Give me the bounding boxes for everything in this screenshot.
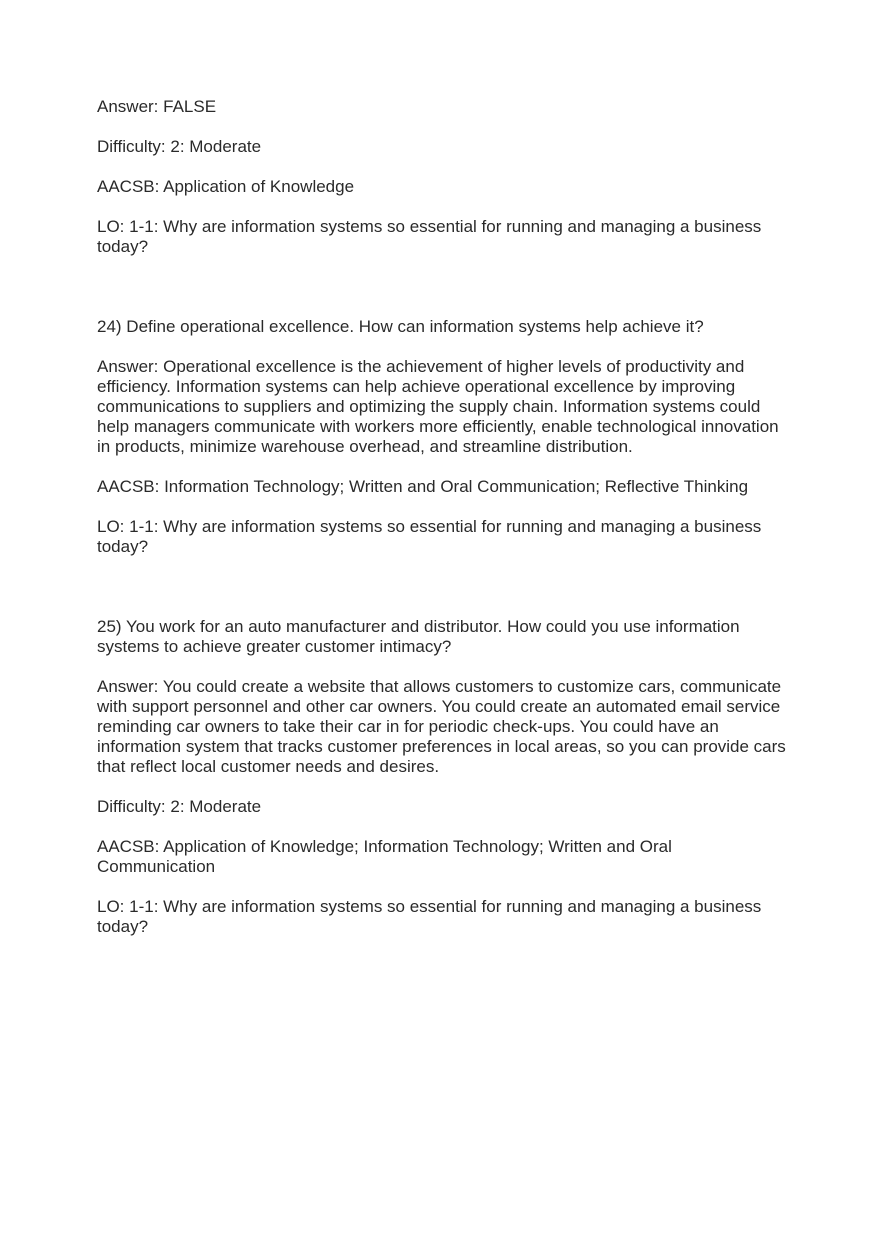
answer-25: Answer: You could create a website that allows customers to customize cars, communicate with support personnel and other car owners. You could create an automated email service reminding car owners to take their car in for periodic check-ups. You could have an information system that tracks customer preferences in local areas, so you can provide cars that reflect local customer needs and desires.: [97, 677, 786, 776]
answer-text: Answer: FALSE: [97, 97, 217, 116]
aacsb-24: AACSB: Information Technology; Written and Oral Communication; Reflective Thinking: [97, 477, 749, 496]
difficulty-text: Difficulty: 2: Moderate: [97, 137, 262, 156]
document-body: [97, 97, 787, 957]
learning-objective-text: LO: 1-1: Why are information systems so essential for running and managing a business today?: [97, 217, 762, 256]
learning-objective-25: LO: 1-1: Why are information systems so essential for running and managing a business today?: [97, 897, 762, 936]
difficulty-25: Difficulty: 2: Moderate: [97, 797, 262, 816]
aacsb-text: AACSB: Application of Knowledge: [97, 177, 355, 196]
question-25: 25) You work for an auto manufacturer and distributor. How could you use information systems to achieve greater customer intimacy?: [97, 617, 740, 656]
aacsb-25: AACSB: Application of Knowledge; Information Technology; Written and Oral Communication: [97, 837, 672, 876]
learning-objective-24: LO: 1-1: Why are information systems so essential for running and managing a business today?: [97, 517, 762, 556]
question-24: 24) Define operational excellence. How can information systems help achieve it?: [97, 317, 704, 336]
answer-24: Answer: Operational excellence is the achievement of higher levels of productivity and efficiency. Information systems can help achieve operational excellence by improving communications to suppliers and optimizing the supply chain. Information systems could help managers communicate with workers more efficiently, enable technological innovation in products, minimize warehouse overhead, and streamline distribution.: [97, 357, 779, 456]
